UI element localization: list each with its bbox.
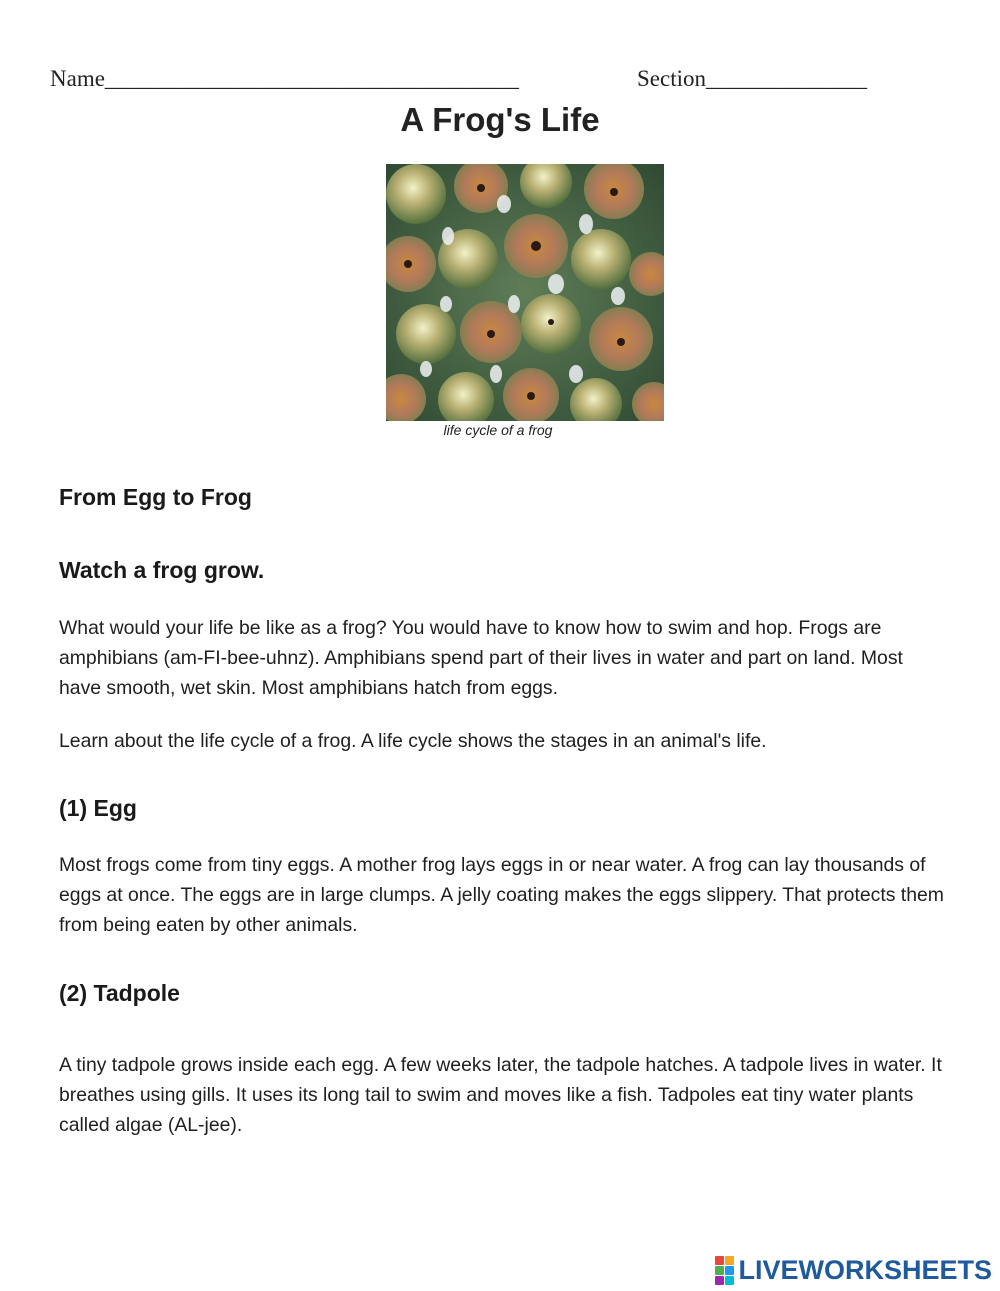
page-title: A Frog's Life xyxy=(400,101,600,138)
section-field-label: Section______________ xyxy=(637,66,867,91)
image-caption: life cycle of a frog xyxy=(443,422,553,438)
heading-from-egg-to-frog: From Egg to Frog xyxy=(59,484,252,510)
intro-paragraph-1: What would your life be like as a frog? You would have to know how to swim and hop. Frogs are amphibians (am-FI-bee-uhnz). Amphibians spend part of their lives in water and part on land. Most have smooth, wet skin. Most amphibians hatch from eggs. xyxy=(59,617,903,699)
liveworksheets-logo-icon xyxy=(715,1256,734,1285)
frog-eggs-photo xyxy=(386,164,664,421)
intro-paragraph-2: Learn about the life cycle of a frog. A life cycle shows the stages in an animal's life. xyxy=(59,730,767,752)
frog-eggs-image xyxy=(386,164,664,421)
heading-egg: (1) Egg xyxy=(59,795,137,821)
name-field-label: Name____________________________________ xyxy=(50,66,519,91)
liveworksheets-logo xyxy=(715,1255,992,1285)
egg-paragraph: Most frogs come from tiny eggs. A mother frog lays eggs in or near water. A frog can lay thousands of eggs at once. The eggs are in large clumps. A jelly coating makes the eggs slippery. That protects them from being eaten by other animals. xyxy=(59,854,944,936)
liveworksheets-logo-text: LIVEWORKSHEETS xyxy=(738,1254,992,1285)
tadpole-paragraph: A tiny tadpole grows inside each egg. A few weeks later, the tadpole hatches. A tadpole lives in water. It breathes using gills. It uses its long tail to swim and moves like a fish. Tadpoles eat tiny water plants called algae (AL-jee). xyxy=(59,1054,942,1136)
heading-tadpole: (2) Tadpole xyxy=(59,980,180,1006)
heading-watch-a-frog-grow: Watch a frog grow. xyxy=(59,557,265,583)
